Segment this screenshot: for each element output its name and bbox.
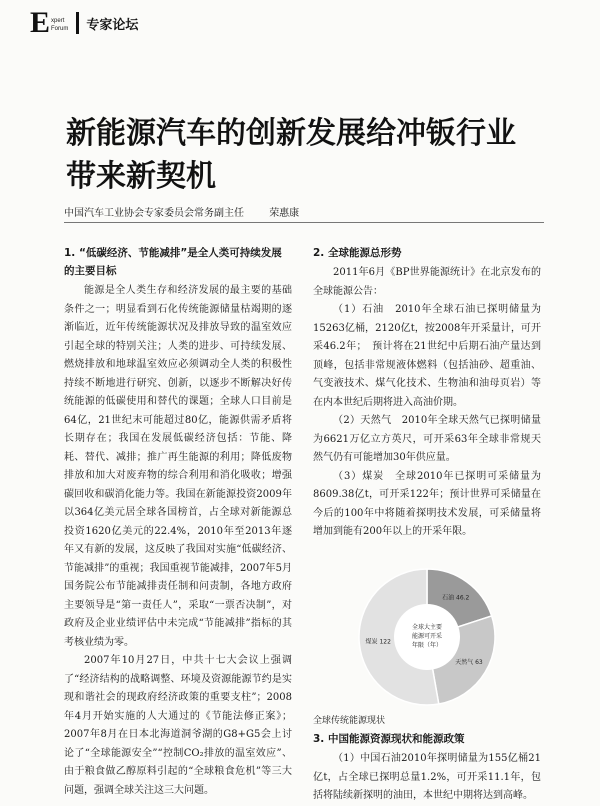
article-title <box>66 112 546 198</box>
section-1-paragraph-2: 2007年10月27日，中共十七大会议上强调了“经济结构的战略调整、环境及资源能源节约是实现和谐社会的现政府经济政策的重要支柱”；2008年4月开始实施的人大通过的《节能法修正案》；2007年8月在日本北海道洞爷湖的G8+G5会上讨论了“全球能源安全”“控制CO₂排放的温室效应”、由于粮食做乙醇原料引起的“全球粮食危机”等三大问题，强调全球关注这三大问题。 <box>64 655 292 796</box>
author-byline <box>64 204 299 219</box>
right-column <box>313 244 541 806</box>
logo-line1: xpert <box>51 18 65 24</box>
logo-line2: Forum <box>51 26 69 32</box>
pie-svg <box>313 562 541 712</box>
pie-slice-label-2: 煤炭 122 <box>365 637 391 645</box>
section-3-china-oil: （1）中国石油2010年探明储量为155亿桶21亿t，占全球已探明总量1.2%，可开采11.1年，包括将陆续新探明的油田，本世纪中期将达到高峰。 <box>313 753 541 801</box>
section-2-oil: （1）石油 2010年全球石油已探明储量为15263亿桶，2120亿t，按2008年开采量计，可开采46.2年； 预计将在21世纪中后期石油产量达到顶峰，包括非常规液体燃料（包括油砂、超重油、气变液技术、煤气化技术、生物油和油母页岩）等在内本世纪后期将进入高油价期。 <box>313 304 541 408</box>
section-1-paragraph-1: 能源是全人类生存和经济发展的最主要的基础条件之一；明显看到石化传统能源储量枯竭期的逐渐临近，近年传统能源状况及排放导致的温室效应引起全球的特别关注；人类的进步、可持续发展、燃烧排放和地球温室效应必须调动全人类的积极性持续不断地进行研究、创新，以逐步不断解决好传统能源的低碳使用和替代的课题；全球人口目前是64亿，21世纪末可能超过80亿，能源供需矛盾将长期存在；我国在发展低碳经济包括：节能、降耗、替代、减排；推广再生能源的利用；降低废物排放和加大对废弃物的综合利用和消化吸收；增强碳回收和碳消化能力等。我国在新能源投资2009年以364亿美元居全球各国榜首，占全球对新能源总投资1620亿美元的22.4%，2010年至2013年逐年又有新的发展，这反映了我国对实施“低碳经济、节能减排”的重视；我国重视节能减排，2007年5月国务院公布节能减排责任制和问责制，各地方政府主要领导是“第一责任人”，采取“一票否决制”，对政府及企业业绩评估中未完成“节能减排”指标的其考核业绩为零。 <box>64 285 292 648</box>
pie-slice-label-1: 天然气 63 <box>455 658 483 666</box>
title-line-2: 带来新契机 <box>66 159 216 194</box>
chart-caption: 全球传统能源现状 <box>313 715 386 726</box>
author-affiliation: 中国汽车工业协会专家委员会常务副主任 <box>64 208 244 219</box>
pie-slice-label-0: 石油 46.2 <box>442 593 470 601</box>
page-header <box>30 8 138 38</box>
author-name: 荣惠康 <box>269 208 300 219</box>
title-line-1: 新能源汽车的创新发展给冲钣行业 <box>66 116 516 151</box>
section-2-intro: 2011年6月《BP世界能源统计》在北京发布的全球能源公告： <box>313 267 541 297</box>
section-2-heading: 2. 全球能源总形势 <box>313 247 402 259</box>
center-text-1: 全球大主要 <box>411 623 443 631</box>
center-text-2: 能源可开采 <box>411 632 443 640</box>
center-text-3: 年限（年） <box>411 641 443 649</box>
section-3-heading: 3. 中国能源资源现状和能源政策 <box>313 733 465 745</box>
section-1-heading: 1. “低碳经济、节能减排”是全人类可持续发展的主要目标 <box>64 247 282 277</box>
energy-pie-chart <box>313 562 541 712</box>
section-2-coal: （3）煤炭 全球2010年已探明可采储量为8609.38亿t，可开采122年；预计世界可采储量在今后的100年中将随着探明技术发展，可采储量将增加到能有200年以上的开采年限。 <box>313 470 541 537</box>
section-2-gas: （2）天然气 2010年全球天然气已探明储量为6621万亿立方英尺，可开采63年全球非常规天然气仍有可能增加30年供应量。 <box>313 415 541 463</box>
logo-subtext <box>51 17 68 33</box>
byline-rule <box>64 222 544 223</box>
left-column <box>64 244 292 800</box>
logo-letter: E <box>30 6 51 39</box>
header-divider <box>76 12 79 34</box>
section-title: 专家论坛 <box>86 17 139 33</box>
